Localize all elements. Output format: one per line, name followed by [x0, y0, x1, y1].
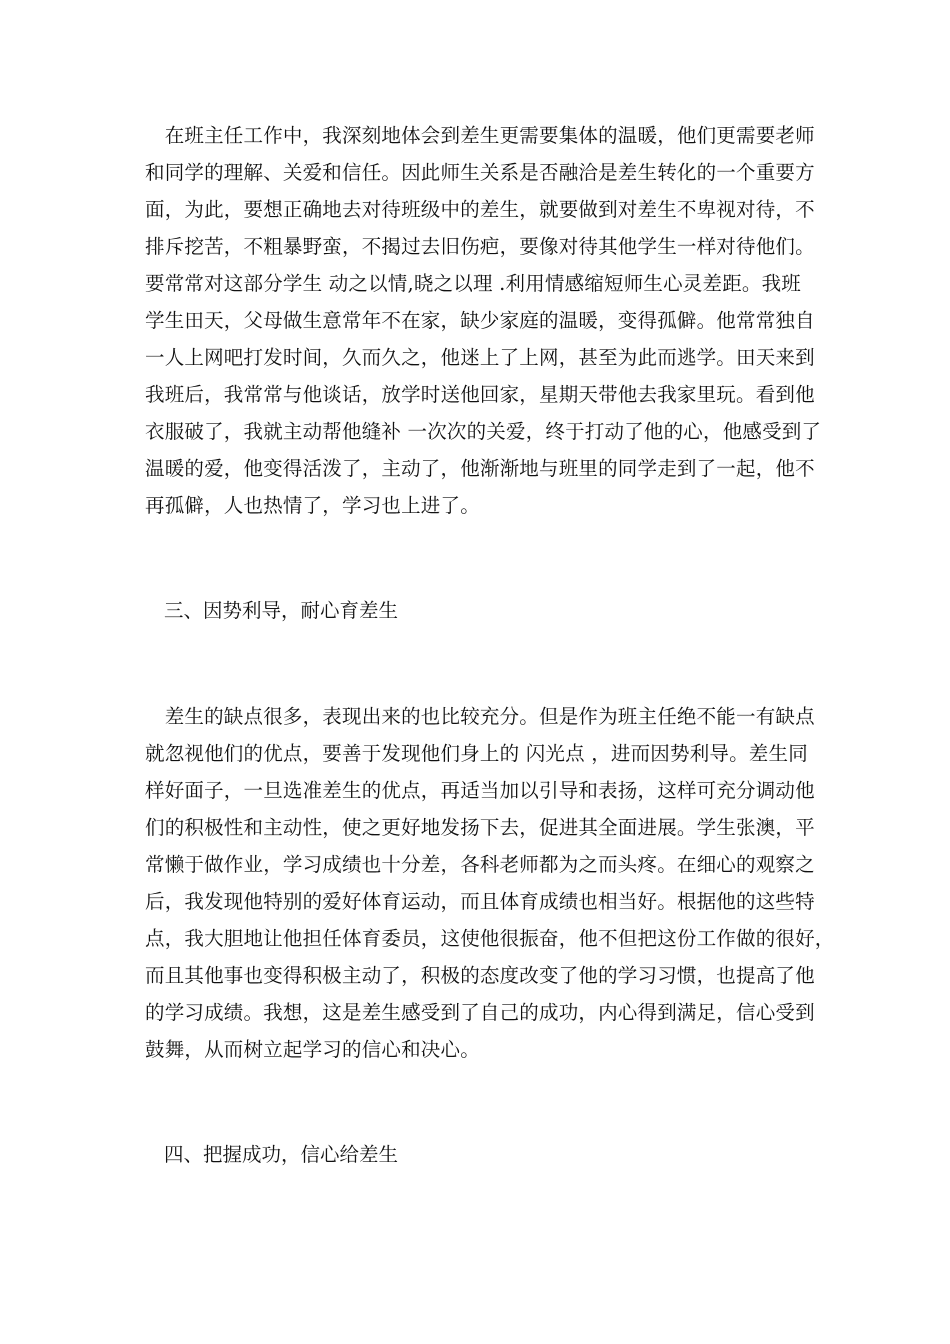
paragraph-1-line: 再孤僻，人也热情了，学习也上进了。 — [145, 494, 480, 517]
paragraph-1-line: 在班主任工作中，我深刻地体会到差生更需要集体的温暖，他们更需要老师 — [145, 124, 815, 147]
paragraph-2-line: 点，我大胆地让他担任体育委员，这使他很振奋，他不但把这份工作做的很好， — [145, 927, 835, 950]
paragraph-1-line: 我班后，我常常与他谈话，放学时送他回家，星期天带他去我家里玩。看到他 — [145, 383, 815, 406]
paragraph-1-line: 学生田天，父母做生意常年不在家，缺少家庭的温暖，变得孤僻。他常常独自 — [145, 309, 815, 332]
paragraph-2-line: 的学习成绩。我想，这是差生感受到了自己的成功，内心得到满足，信心受到 — [145, 1001, 815, 1024]
paragraph-2-line: 后，我发现他特别的爱好体育运动，而且体育成绩也相当好。根据他的这些特 — [145, 890, 815, 913]
paragraph-2-line: 鼓舞，从而树立起学习的信心和决心。 — [145, 1038, 480, 1061]
paragraph-1-line: 要常常对这部分学生 动之以情,晓之以理 .利用情感缩短师生心灵差距。我班 — [145, 272, 801, 295]
paragraph-2-line: 样好面子，一旦选准差生的优点，再适当加以引导和表扬，这样可充分调动他 — [145, 779, 815, 802]
paragraph-1-line: 衣服破了，我就主动帮他缝补 一次次的关爱，终于打动了他的心，他感受到了 — [145, 420, 822, 443]
paragraph-2-line: 常懒于做作业，学习成绩也十分差，各科老师都为之而头疼。在细心的观察之 — [145, 853, 815, 876]
section-heading-3: 三、因势利导，耐心育差生 — [164, 599, 399, 622]
paragraph-2-line: 们的积极性和主动性，使之更好地发扬下去，促进其全面进展。学生张澳，平 — [145, 816, 815, 839]
paragraph-1-line: 温暖的爱，他变得活泼了，主动了，他渐渐地与班里的同学走到了一起，他不 — [145, 457, 815, 480]
paragraph-2-line: 差生的缺点很多，表现出来的也比较充分。但是作为班主任绝不能一有缺点 — [145, 705, 815, 728]
paragraph-2-line: 就忽视他们的优点，要善于发现他们身上的 闪光点 ，进而因势利导。差生同 — [145, 742, 808, 765]
paragraph-1-line: 和同学的理解、关爱和信任。因此师生关系是否融洽是差生转化的一个重要方 — [145, 161, 815, 184]
paragraph-1-line: 排斥挖苦，不粗暴野蛮，不揭过去旧伤疤，要像对待其他学生一样对待他们。 — [145, 235, 815, 258]
paragraph-1-line: 一人上网吧打发时间，久而久之，他迷上了上网，甚至为此而逃学。田天来到 — [145, 346, 815, 369]
paragraph-1-line: 面，为此，要想正确地去对待班级中的差生，就要做到对差生不卑视对待，不 — [145, 198, 815, 221]
section-heading-4: 四、把握成功，信心给差生 — [164, 1143, 399, 1166]
paragraph-2-line: 而且其他事也变得积极主动了，积极的态度改变了他的学习习惯，也提高了他 — [145, 964, 815, 987]
